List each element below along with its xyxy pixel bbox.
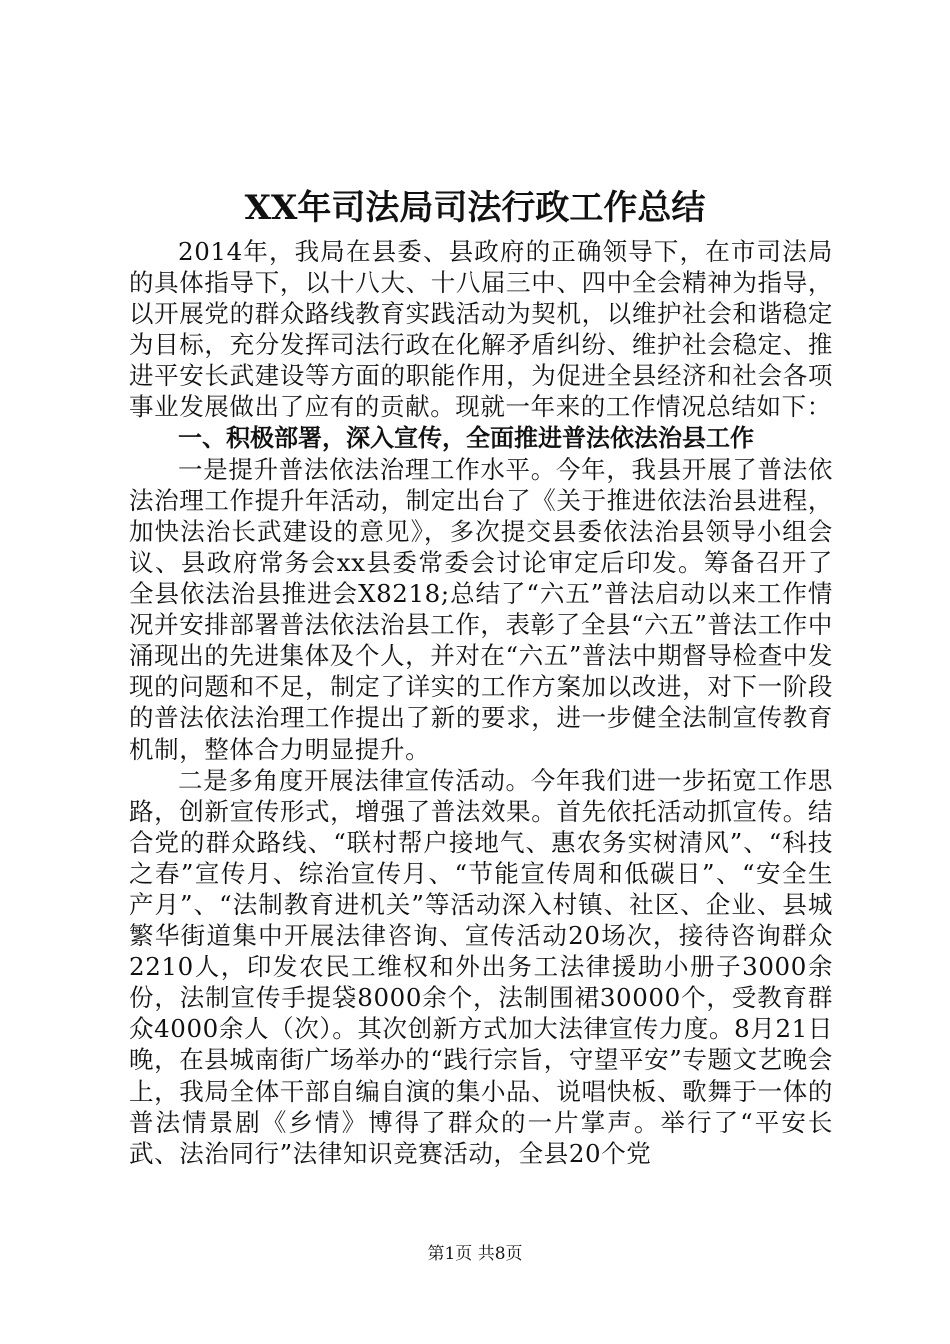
intro-paragraph: 2014年，我局在县委、县政府的正确领导下，在市司法局的具体指导下，以十八大、十八届三中、四中全会精神为指导，以开展党的群众路线教育实践活动为契机，以维护社会和谐稳定为目标，充分发挥司法行政在化解矛盾纠纷、维护社会稳定、推进平安长武建设等方面的职能作用，为促进全县经济和社会各项事业发展做出了应有的贡献。现就一年来的工作情况总结如下： — [129, 237, 833, 422]
paragraph-1: 一是提升普法依法治理工作水平。今年，我县开展了普法依法治理工作提升年活动，制定出台了《关于推进依法治县进程，加快法治长武建设的意见》，多次提交县委依法治县领导小组会议、县政府常务会xx县委常委会讨论审定后印发。筹备召开了全县依法治县推进会X8218;总结了“六五”普法启动以来工作情况并安排部署普法依法治县工作，表彰了全县“六五”普法工作中涌现出的先进集体及个人，并对在“六五”普法中期督导检查中发现的问题和不足，制定了详实的工作方案加以改进，对下一阶段的普法依法治理工作提出了新的要求，进一步健全法制宣传教育机制，整体合力明显提升。 — [129, 454, 833, 764]
document-title: XX年司法局司法行政工作总结 — [244, 188, 706, 228]
section-heading: 一、积极部署，深入宣传，全面推进普法依法治县工作 — [178, 423, 754, 452]
paragraph-2: 二是多角度开展法律宣传活动。今年我们进一步拓宽工作思路，创新宣传形式，增强了普法效果。首先依托活动抓宣传。结合党的群众路线、“联村帮户接地气、惠农务实树清风”、“科技之春”宣传月、综治宣传月、“节能宣传周和低碳日”、“安全生产月”、“法制教育进机关”等活动深入村镇、社区、企业、县城繁华街道集中开展法律咨询、宣传活动20场次，接待咨询群众2210人，印发农民工维权和外出务工法律援助小册子3000余份，法制宣传手提袋8000余个，法制围裙30000个，受教育群众4000余人（次）。其次创新方式加大法律宣传力度。8月21日晚，在县城南街广场举办的“践行宗旨，守望平安”专题文艺晚会上，我局全体干部自编自演的集小品、说唱快板、歌舞于一体的普法情景剧《乡情》博得了群众的一片掌声。举行了“平安长武、法治同行”法律知识竞赛活动，全县20个党 — [129, 765, 833, 1168]
page-footer: 第1页 共8页 — [427, 1244, 523, 1264]
document-body — [129, 236, 833, 1169]
